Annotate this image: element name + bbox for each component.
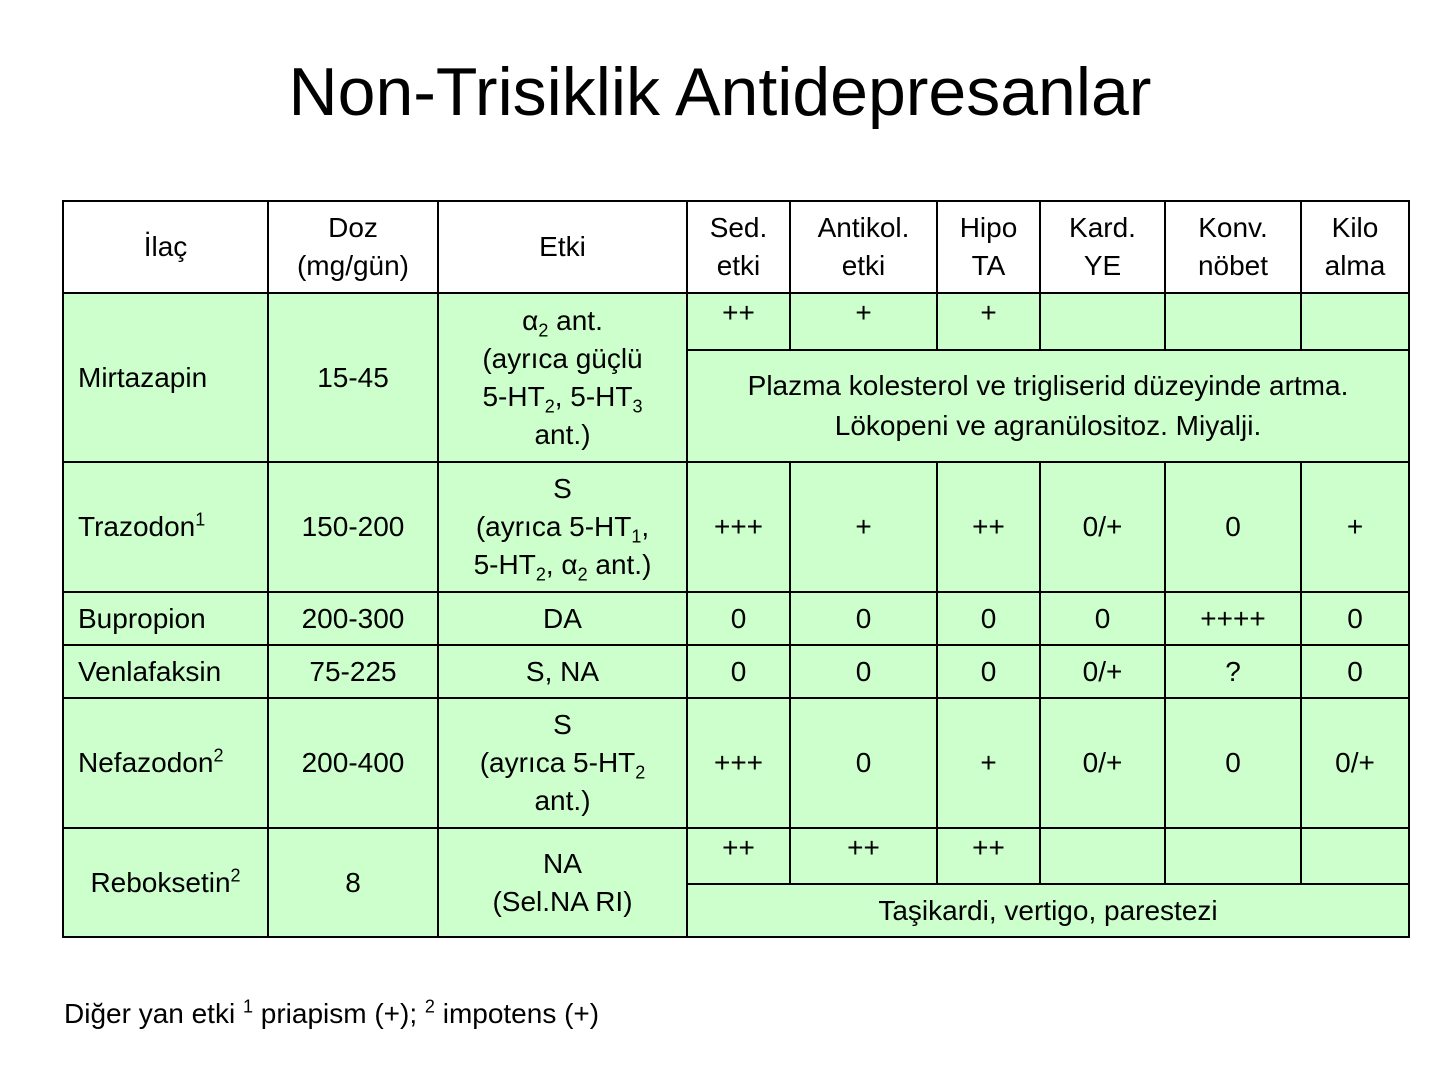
- kilo-cell: 0: [1301, 592, 1409, 645]
- header-sed: [687, 201, 790, 293]
- effect-text: S: [553, 473, 572, 504]
- antikol-cell: 0: [790, 698, 937, 828]
- effect-text: S: [553, 709, 572, 740]
- effect-subscript: 1: [631, 526, 642, 547]
- dose-cell: 200-400: [268, 698, 438, 828]
- antikol-cell: +: [790, 293, 937, 350]
- footnote: [64, 996, 599, 1032]
- sed-cell: 0: [687, 592, 790, 645]
- footnote-marker: 2: [230, 865, 241, 886]
- hipo-cell: +: [937, 698, 1040, 828]
- effect-text: ant.): [587, 549, 652, 580]
- footnote-marker: 1: [195, 509, 206, 530]
- dose-cell: 150-200: [268, 462, 438, 592]
- header-konv-line2: nöbet: [1197, 250, 1269, 281]
- sed-cell: ++: [687, 828, 790, 884]
- konv-cell: 0: [1165, 698, 1301, 828]
- header-antikol: [790, 201, 937, 293]
- effect-text: , α: [545, 549, 578, 580]
- header-konv: [1165, 201, 1301, 293]
- kard-cell: 0/+: [1040, 698, 1165, 828]
- header-hipo: [937, 201, 1040, 293]
- drug-name-text: Nefazodon: [78, 747, 214, 778]
- kard-cell: 0/+: [1040, 645, 1165, 698]
- header-effect: Etki: [438, 201, 687, 293]
- effect-text: 5-HT: [482, 380, 545, 412]
- header-kilo-line2: alma: [1324, 250, 1386, 281]
- header-row: [63, 201, 1409, 293]
- antikol-cell: ++: [790, 828, 937, 884]
- header-kard-line1: Kard.: [1069, 212, 1136, 243]
- effect-subscript: 2: [577, 564, 588, 585]
- drug-name-text: Reboksetin: [90, 866, 231, 898]
- hipo-cell: ++: [937, 828, 1040, 884]
- dose-cell: 15-45: [268, 293, 438, 462]
- header-kard-line2: YE: [1083, 250, 1122, 281]
- footnote-text: impotens (+): [434, 998, 600, 1029]
- header-dose: [268, 201, 438, 293]
- kard-cell: 0/+: [1040, 462, 1165, 592]
- hipo-cell: 0: [937, 592, 1040, 645]
- drug-name: Venlafaksin: [63, 645, 268, 698]
- dose-cell: 8: [268, 828, 438, 937]
- hipo-cell: 0: [937, 645, 1040, 698]
- footnote-label: Diğer yan etki: [64, 998, 236, 1029]
- effect-text: ant.: [548, 304, 603, 336]
- table-row-bupropion: [63, 592, 1409, 645]
- drug-name: Bupropion: [63, 592, 268, 645]
- footnote-marker: 2: [213, 745, 224, 766]
- table-row-venlafaksin: [63, 645, 1409, 698]
- drug-name: [63, 462, 268, 592]
- header-drug: İlaç: [63, 201, 268, 293]
- table-row-trazodon: [63, 462, 1409, 592]
- sed-cell: ++: [687, 293, 790, 350]
- effect-text: α: [522, 304, 539, 336]
- page-title: Non-Trisiklik Antidepresanlar: [288, 54, 1152, 130]
- header-sed-line2: etki: [716, 250, 761, 281]
- effect-text: NA: [543, 847, 582, 879]
- dose-cell: 75-225: [268, 645, 438, 698]
- header-konv-line1: Konv.: [1198, 212, 1268, 243]
- footnote-marker: 2: [424, 996, 435, 1017]
- kilo-cell: [1301, 293, 1409, 350]
- header-hipo-line1: Hipo: [959, 212, 1018, 243]
- antikol-cell: 0: [790, 592, 937, 645]
- sed-cell: +++: [687, 462, 790, 592]
- table-row-nefazodon: [63, 698, 1409, 828]
- effect-text: (Sel.NA RI): [492, 885, 633, 917]
- footnote-marker: 1: [242, 996, 253, 1017]
- header-sed-line1: Sed.: [709, 212, 768, 243]
- drug-name-text: Trazodon: [78, 511, 196, 542]
- effect-text: ant.): [534, 785, 591, 816]
- effect-cell: S, NA: [438, 645, 687, 698]
- effect-cell: [438, 828, 687, 937]
- dose-cell: 200-300: [268, 592, 438, 645]
- antikol-cell: +: [790, 462, 937, 592]
- header-dose-line1: Doz: [328, 212, 378, 243]
- header-antikol-line1: Antikol.: [817, 212, 910, 243]
- effect-cell: [438, 293, 687, 462]
- effect-text: 5-HT: [473, 549, 536, 580]
- effect-subscript: 2: [635, 762, 646, 783]
- effect-subscript: 2: [538, 320, 549, 341]
- hipo-cell: ++: [937, 462, 1040, 592]
- effect-text: (ayrıca 5-HT: [475, 511, 632, 542]
- header-kard: [1040, 201, 1165, 293]
- footnote-text: priapism (+);: [252, 998, 425, 1029]
- drug-table: [62, 200, 1410, 938]
- effect-text: ant.): [534, 418, 591, 450]
- effect-cell: [438, 698, 687, 828]
- kilo-cell: 0/+: [1301, 698, 1409, 828]
- drug-name: [63, 828, 268, 937]
- kilo-cell: [1301, 828, 1409, 884]
- kard-cell: [1040, 293, 1165, 350]
- konv-cell: [1165, 293, 1301, 350]
- konv-cell: [1165, 828, 1301, 884]
- drug-name: [63, 698, 268, 828]
- drug-name: Mirtazapin: [63, 293, 268, 462]
- effect-subscript: 3: [632, 396, 643, 417]
- konv-cell: ?: [1165, 645, 1301, 698]
- konv-cell: ++++: [1165, 592, 1301, 645]
- table-row-mirtazapin: [63, 293, 1409, 350]
- note-line: Plazma kolesterol ve trigliserid düzeyinde artma.: [747, 370, 1349, 401]
- header-antikol-line2: etki: [841, 250, 886, 281]
- sed-cell: +++: [687, 698, 790, 828]
- note-line: Lökopeni ve agranülositoz. Miyalji.: [834, 410, 1262, 441]
- header-dose-line2: (mg/gün): [296, 250, 410, 281]
- effect-text: (ayrıca güçlü: [482, 342, 643, 374]
- header-kilo: [1301, 201, 1409, 293]
- kilo-cell: 0: [1301, 645, 1409, 698]
- side-effect-note: [687, 350, 1409, 462]
- kilo-cell: +: [1301, 462, 1409, 592]
- hipo-cell: +: [937, 293, 1040, 350]
- header-hipo-line2: TA: [971, 250, 1006, 281]
- effect-subscript: 2: [535, 564, 546, 585]
- effect-subscript: 2: [544, 396, 555, 417]
- table-row-reboksetin: [63, 828, 1409, 884]
- kard-cell: 0: [1040, 592, 1165, 645]
- side-effect-note: Taşikardi, vertigo, parestezi: [687, 884, 1409, 937]
- effect-text: ,: [641, 511, 650, 542]
- effect-cell: DA: [438, 592, 687, 645]
- antikol-cell: 0: [790, 645, 937, 698]
- effect-text: , 5-HT: [554, 380, 633, 412]
- effect-text: (ayrıca 5-HT: [479, 747, 636, 778]
- sed-cell: 0: [687, 645, 790, 698]
- kard-cell: [1040, 828, 1165, 884]
- header-kilo-line1: Kilo: [1331, 212, 1379, 243]
- effect-cell: [438, 462, 687, 592]
- konv-cell: 0: [1165, 462, 1301, 592]
